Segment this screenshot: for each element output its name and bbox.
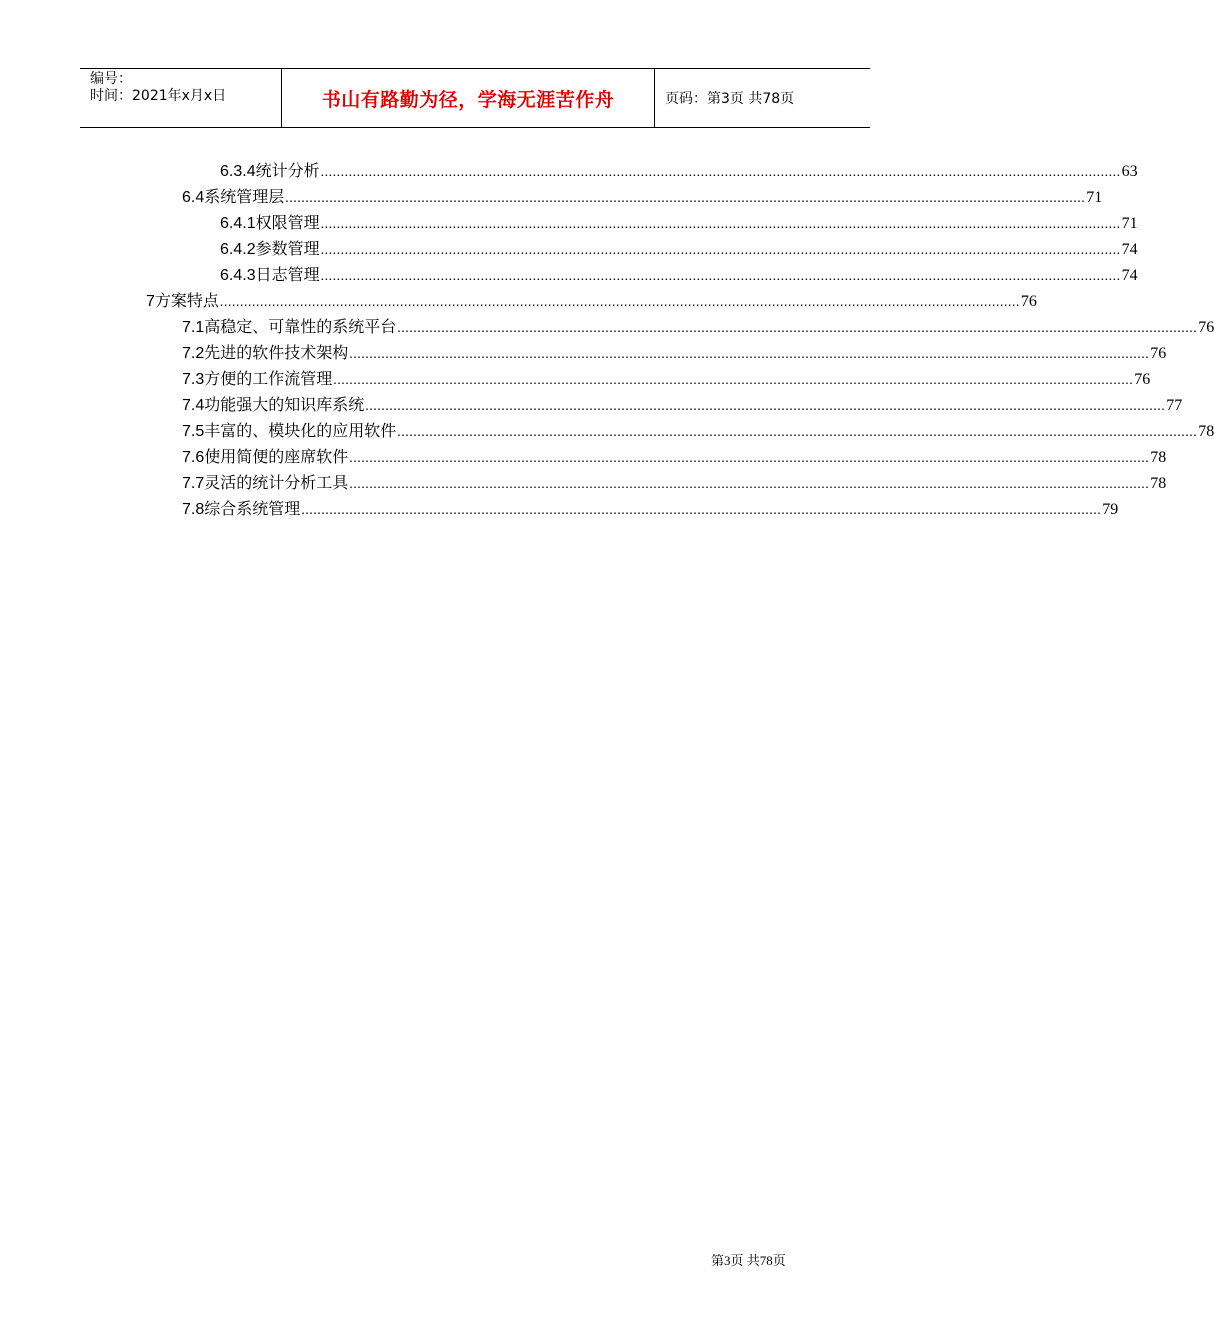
toc-entry-title: 先进的软件技术架构 bbox=[204, 343, 349, 362]
toc-dot-leader: ........................................................................................................................................................................................................ bbox=[320, 243, 1121, 258]
toc-entry-page: 79 bbox=[1102, 501, 1119, 518]
header-page-label: 页码：第3页 共78页 bbox=[665, 91, 795, 107]
toc-entry-number: 6.4 bbox=[182, 189, 205, 206]
toc-entry-page: 78 bbox=[1150, 475, 1167, 492]
toc-entry-number: 6.4.3 bbox=[220, 267, 256, 284]
toc-entry-number: 6.4.2 bbox=[220, 241, 256, 258]
toc-entry-number: 7.4 bbox=[182, 397, 205, 414]
toc-entry-page: 76 bbox=[1150, 345, 1167, 362]
header-motto: 书山有路勤为径，学海无涯苦作舟 bbox=[282, 69, 655, 127]
toc-dot-leader: ........................................................................................................................................................................................................ bbox=[301, 503, 1102, 518]
toc-entry[interactable] bbox=[182, 366, 1151, 392]
toc-entry-page: 76 bbox=[1198, 319, 1214, 336]
toc-entry-title: 统计分析 bbox=[255, 161, 320, 180]
toc-entry-page: 78 bbox=[1198, 423, 1214, 440]
toc-entry[interactable] bbox=[182, 444, 1167, 470]
toc-dot-leader: ........................................................................................................................................................................................................ bbox=[349, 477, 1150, 492]
toc-entry[interactable] bbox=[220, 262, 1138, 288]
page-footer: 第3页 共78页 bbox=[711, 1253, 786, 1268]
toc-entry-title: 使用简便的座席软件 bbox=[204, 447, 349, 466]
toc-entry[interactable] bbox=[182, 470, 1167, 496]
toc-dot-leader: ........................................................................................................................................................................................................ bbox=[320, 217, 1121, 232]
toc-entry-page: 71 bbox=[1121, 215, 1138, 232]
toc-entry-number: 7.8 bbox=[182, 501, 205, 518]
toc-entry-number: 7.1 bbox=[182, 319, 205, 336]
toc-dot-leader: ........................................................................................................................................................................................................ bbox=[320, 269, 1121, 284]
toc-entry[interactable] bbox=[182, 392, 1183, 418]
toc-entry[interactable] bbox=[182, 340, 1167, 366]
toc-dot-leader: ........................................................................................................................................................................................................ bbox=[397, 321, 1198, 336]
toc-entry-number: 7.5 bbox=[182, 423, 205, 440]
toc-entry[interactable] bbox=[182, 314, 1214, 340]
toc-entry[interactable] bbox=[146, 288, 1037, 314]
toc-dot-leader: ........................................................................................................................................................................................................ bbox=[349, 347, 1150, 362]
toc-entry-number: 7.7 bbox=[182, 475, 205, 492]
toc-entry-title: 参数管理 bbox=[255, 239, 320, 258]
toc-entry-page: 63 bbox=[1121, 163, 1138, 180]
toc-entry-page: 74 bbox=[1121, 241, 1138, 258]
toc-entry-number: 6.4.1 bbox=[220, 215, 256, 232]
toc-dot-leader: ........................................................................................................................................................................................................ bbox=[219, 295, 1020, 310]
toc-entry[interactable] bbox=[182, 418, 1214, 444]
toc-dot-leader: ........................................................................................................................................................................................................ bbox=[285, 191, 1086, 206]
toc-entry-number: 7.6 bbox=[182, 449, 205, 466]
toc-entry-title: 功能强大的知识库系统 bbox=[204, 395, 365, 414]
page-header bbox=[80, 68, 870, 128]
toc-entry-title: 灵活的统计分析工具 bbox=[204, 473, 349, 492]
toc-entry[interactable] bbox=[182, 184, 1103, 210]
toc-dot-leader: ........................................................................................................................................................................................................ bbox=[320, 165, 1121, 180]
toc-dot-leader: ........................................................................................................................................................................................................ bbox=[365, 399, 1166, 414]
toc-entry-title: 方案特点 bbox=[154, 291, 219, 310]
toc-entry-page: 74 bbox=[1121, 267, 1138, 284]
toc-entry-number: 7 bbox=[146, 293, 155, 310]
toc-entry-page: 71 bbox=[1086, 189, 1103, 206]
toc-entry-page: 78 bbox=[1150, 449, 1167, 466]
toc-entry-page: 76 bbox=[1020, 293, 1037, 310]
toc-entry[interactable] bbox=[220, 236, 1138, 262]
toc-entry-page: 76 bbox=[1134, 371, 1151, 388]
toc-entry-title: 高稳定、可靠性的系统平台 bbox=[204, 317, 397, 336]
header-meta bbox=[80, 69, 282, 127]
toc-entry-number: 7.2 bbox=[182, 345, 205, 362]
code-label: 编号： bbox=[90, 71, 132, 87]
toc-entry-title: 综合系统管理 bbox=[204, 499, 301, 518]
toc-entry-title: 方便的工作流管理 bbox=[204, 369, 333, 388]
toc-entry-page: 77 bbox=[1166, 397, 1183, 414]
toc-dot-leader: ........................................................................................................................................................................................................ bbox=[333, 373, 1134, 388]
toc-entry-number: 7.3 bbox=[182, 371, 205, 388]
toc-entry[interactable] bbox=[220, 210, 1138, 236]
toc-dot-leader: ........................................................................................................................................................................................................ bbox=[349, 451, 1150, 466]
toc-entry[interactable] bbox=[182, 496, 1119, 522]
toc-entry-title: 丰富的、模块化的应用软件 bbox=[204, 421, 397, 440]
toc-entry-number: 6.3.4 bbox=[220, 163, 256, 180]
toc-entry-title: 系统管理层 bbox=[204, 187, 285, 206]
date-label: 时间：2021年x月x日 bbox=[90, 88, 227, 104]
toc-entry-title: 日志管理 bbox=[255, 265, 320, 284]
toc-entry-title: 权限管理 bbox=[255, 213, 320, 232]
toc-dot-leader: ........................................................................................................................................................................................................ bbox=[397, 425, 1198, 440]
toc-entry[interactable] bbox=[220, 158, 1138, 184]
